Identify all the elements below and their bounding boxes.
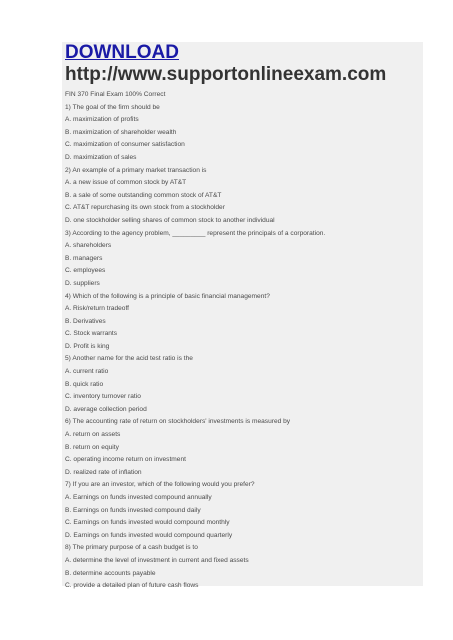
site-url-heading: http://www.supportonlineexam.com [65, 64, 387, 85]
answer-option: B. managers [65, 254, 103, 262]
answer-option: D. suppliers [65, 279, 100, 287]
answer-option: D. Profit is king [65, 342, 110, 350]
answer-option: B. maximization of shareholder wealth [65, 128, 177, 136]
question-1: 1) The goal of the firm should be [65, 103, 160, 111]
download-link[interactable]: DOWNLOAD [65, 42, 179, 63]
answer-option: A. shareholders [65, 242, 112, 250]
answer-option: A. a new issue of common stock by AT&T [65, 179, 187, 187]
answer-option: B. Earnings on funds invested compound daily [65, 506, 201, 514]
answer-option: C. provide a detailed plan of future cash flows [65, 582, 199, 590]
question-2: 2) An example of a primary market transaction is [65, 166, 207, 174]
answer-option: B. determine accounts payable [65, 569, 156, 577]
answer-option: C. Stock warrants [65, 330, 118, 338]
answer-option: A. Earnings on funds invested compound annually [65, 494, 212, 501]
question-5: 5) Another name for the acid test ratio is the [65, 355, 193, 363]
answer-option: C. maximization of consumer satisfaction [65, 141, 185, 149]
document-title: FIN 370 Final Exam 100% Correct [65, 91, 166, 98]
answer-option: B. Derivatives [65, 317, 106, 325]
answer-option: D. one stockholder selling shares of common stock to another individual [65, 216, 275, 224]
answer-option: B. return on equity [65, 443, 119, 451]
answer-option: D. average collection period [65, 405, 147, 413]
question-7: 7) If you are an investor, which of the following would you prefer? [65, 481, 255, 489]
question-8: 8) The primary purpose of a cash budget is to [65, 544, 198, 552]
answer-option: C. operating income return on investment [65, 456, 186, 464]
answer-option: A. maximization of profits [65, 116, 139, 124]
answer-option: D. realized rate of inflation [65, 468, 142, 476]
exam-text-body [65, 89, 421, 593]
answer-option: B. a sale of some outstanding common stock of AT&T [65, 191, 222, 199]
answer-option: D. Earnings on funds invested would compound quarterly [65, 531, 233, 539]
question-4: 4) Which of the following is a principle of basic financial management? [65, 292, 270, 300]
question-6: 6) The accounting rate of return on stockholders' investments is measured by [65, 418, 291, 426]
answer-option: A. return on assets [65, 431, 121, 439]
question-3: 3) According to the agency problem, _________ represent the principals of a corporation. [65, 229, 326, 237]
answer-option: A. current ratio [65, 368, 109, 376]
answer-option: A. determine the level of investment in current and fixed assets [65, 556, 249, 564]
answer-option: C. employees [65, 267, 106, 275]
answer-option: D. maximization of sales [65, 153, 137, 161]
answer-option: C. inventory turnover ratio [65, 393, 141, 401]
answer-option: C. Earnings on funds invested would compound monthly [65, 519, 230, 527]
answer-option: C. AT&T repurchasing its own stock from a stockholder [65, 204, 225, 212]
answer-option: A. Risk/return tradeoff [65, 305, 130, 313]
answer-option: B. quick ratio [65, 380, 104, 388]
